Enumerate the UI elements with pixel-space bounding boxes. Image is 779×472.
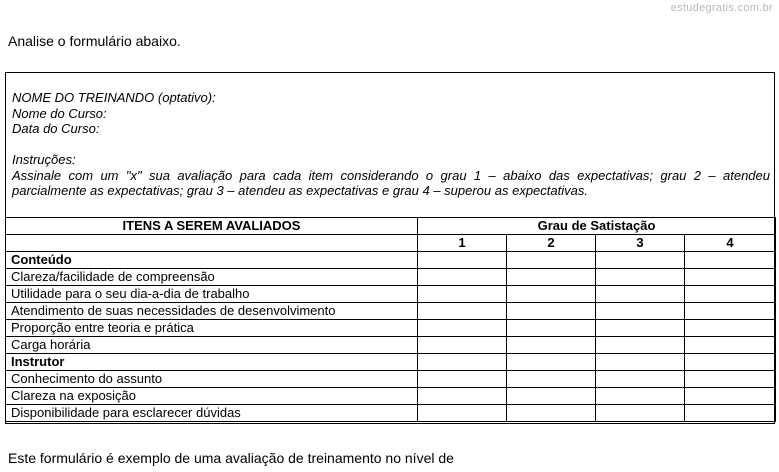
grade-3-checkbox-cell[interactable]: [596, 286, 685, 303]
grade-2-checkbox-cell[interactable]: [507, 388, 596, 405]
section-grade-cell: [685, 252, 776, 269]
grade-2-checkbox-cell[interactable]: [507, 405, 596, 422]
items-header: ITENS A SEREM AVALIADOS: [6, 218, 418, 235]
grade-numbers-row: [6, 235, 776, 252]
grade-3-checkbox-cell[interactable]: [596, 269, 685, 286]
section-row: [6, 354, 776, 371]
form-header: [12, 90, 770, 199]
grade-4-checkbox-cell[interactable]: [685, 320, 776, 337]
evaluation-item-label: Conhecimento do assunto: [6, 371, 418, 388]
table-row: [6, 388, 776, 405]
grade-3-checkbox-cell[interactable]: [596, 371, 685, 388]
evaluation-item-label: Carga horária: [6, 337, 418, 354]
table-row: [6, 320, 776, 337]
table-row: [6, 286, 776, 303]
section-grade-cell: [418, 252, 507, 269]
grade-2-header: 2: [507, 235, 596, 252]
evaluation-item-label: Atendimento de suas necessidades de desenvolvimento: [6, 303, 418, 320]
grade-3-checkbox-cell[interactable]: [596, 337, 685, 354]
grade-2-checkbox-cell[interactable]: [507, 320, 596, 337]
grade-3-checkbox-cell[interactable]: [596, 388, 685, 405]
evaluation-item-label: Utilidade para o seu dia-a-dia de trabalho: [6, 286, 418, 303]
evaluation-item-label: Clareza na exposição: [6, 388, 418, 405]
section-row: [6, 252, 776, 269]
table-row: [6, 405, 776, 422]
instructions-text: Assinale com um "x" sua avaliação para cada item considerando o grau 1 – abaixo das expectativas; grau 2 – atendeu parcialmente as expectativas; grau 3 – atendeu as expectativas e grau 4 – superou as expectativas.: [12, 167, 770, 198]
trainee-name-label: NOME DO TREINANDO (optativo):: [12, 90, 216, 105]
grade-3-checkbox-cell[interactable]: [596, 405, 685, 422]
section-grade-cell: [685, 354, 776, 371]
section-grade-cell: [596, 354, 685, 371]
table-header-row: [6, 218, 776, 235]
table-row: [6, 371, 776, 388]
evaluation-table: [5, 217, 776, 422]
empty-cell: [6, 235, 418, 252]
watermark: estudegratis.com.br: [670, 2, 773, 14]
section-grade-cell: [507, 354, 596, 371]
grade-3-checkbox-cell[interactable]: [596, 303, 685, 320]
evaluation-form: [5, 72, 775, 424]
grade-1-checkbox-cell[interactable]: [418, 388, 507, 405]
intro-text: Analise o formulário abaixo.: [8, 33, 181, 49]
section-grade-cell: [596, 252, 685, 269]
grade-4-checkbox-cell[interactable]: [685, 371, 776, 388]
section-title: Conteúdo: [6, 252, 418, 269]
grade-1-checkbox-cell[interactable]: [418, 269, 507, 286]
grade-1-checkbox-cell[interactable]: [418, 303, 507, 320]
grade-1-checkbox-cell[interactable]: [418, 320, 507, 337]
evaluation-item-label: Disponibilidade para esclarecer dúvidas: [6, 405, 418, 422]
grade-2-checkbox-cell[interactable]: [507, 371, 596, 388]
grade-4-checkbox-cell[interactable]: [685, 269, 776, 286]
grade-2-checkbox-cell[interactable]: [507, 337, 596, 354]
instructions-label: Instruções:: [12, 152, 76, 167]
question-text: Este formulário é exemplo de uma avaliação de treinamento no nível de: [8, 450, 454, 466]
grade-4-checkbox-cell[interactable]: [685, 405, 776, 422]
course-date-label: Data do Curso:: [12, 121, 100, 136]
evaluation-item-label: Clareza/facilidade de compreensão: [6, 269, 418, 286]
section-grade-cell: [507, 252, 596, 269]
table-row: [6, 337, 776, 354]
grade-4-header: 4: [685, 235, 776, 252]
grade-1-checkbox-cell[interactable]: [418, 405, 507, 422]
grade-2-checkbox-cell[interactable]: [507, 269, 596, 286]
grade-1-checkbox-cell[interactable]: [418, 286, 507, 303]
grade-1-header: 1: [418, 235, 507, 252]
grade-3-header: 3: [596, 235, 685, 252]
table-row: [6, 303, 776, 320]
evaluation-item-label: Proporção entre teoria e prática: [6, 320, 418, 337]
grade-2-checkbox-cell[interactable]: [507, 286, 596, 303]
grade-4-checkbox-cell[interactable]: [685, 303, 776, 320]
grade-2-checkbox-cell[interactable]: [507, 303, 596, 320]
table-row: [6, 269, 776, 286]
grade-4-checkbox-cell[interactable]: [685, 388, 776, 405]
grade-4-checkbox-cell[interactable]: [685, 337, 776, 354]
course-name-label: Nome do Curso:: [12, 105, 107, 121]
grade-1-checkbox-cell[interactable]: [418, 337, 507, 354]
grade-header: Grau de Satistação: [418, 218, 776, 235]
grade-4-checkbox-cell[interactable]: [685, 286, 776, 303]
section-grade-cell: [418, 354, 507, 371]
table-body: [6, 252, 776, 422]
grade-1-checkbox-cell[interactable]: [418, 371, 507, 388]
section-title: Instrutor: [6, 354, 418, 371]
grade-3-checkbox-cell[interactable]: [596, 320, 685, 337]
